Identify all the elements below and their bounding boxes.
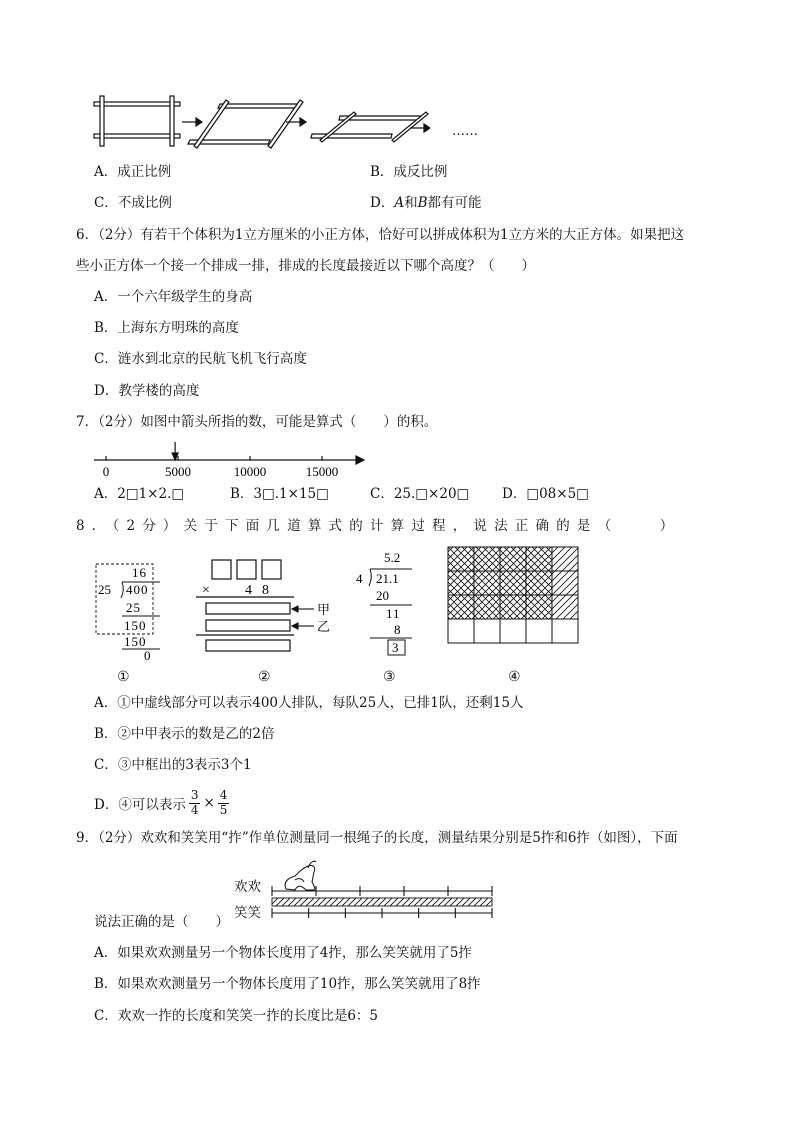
q8-fraction-1: $\frac{3}{4}$: [190, 788, 199, 817]
q8-fig4-cell: [474, 595, 500, 619]
q9-rope-figure: [268, 860, 496, 926]
q7-option-d[interactable]: D．□08×5□: [502, 486, 589, 502]
q5-frame-figure: [90, 92, 430, 152]
q8-fig2-box-2: [237, 560, 256, 579]
q8-figure-4-grid: [447, 546, 581, 644]
q8-fig4-cell: [448, 619, 474, 643]
q8-fig1-divisor: 25: [98, 582, 111, 597]
q8-fig4-cell: [526, 619, 552, 643]
q6-option-c[interactable]: C．涟水到北京的民航飞机飞行高度: [94, 351, 307, 367]
q6-option-b[interactable]: B．上海东方明珠的高度: [94, 320, 239, 336]
q8-fraction-2: $\frac{4}{5}$: [219, 788, 228, 817]
q8-fig2-label-yi: 乙: [317, 619, 331, 634]
q8-fig4-cell: [500, 595, 526, 619]
q8-option-c[interactable]: C．③中框出的3表示3个1: [94, 757, 252, 773]
q5-frame-rectangle: [94, 96, 180, 146]
q8-fig3-remainder: 3: [392, 640, 399, 655]
q7-option-a[interactable]: A．2□1×2.□: [94, 486, 185, 502]
q8-fig3-step1: 20: [376, 588, 389, 603]
q8-fig3-label: ③: [383, 669, 396, 685]
q8-fig3-quotient: 5.2: [384, 550, 401, 565]
q9-label-huanhuan: 欢欢: [234, 879, 261, 895]
q8-option-a[interactable]: A．①中虚线部分可以表示400人排队，每队25人，已排1队，还剩15人: [94, 695, 524, 711]
q8-option-d[interactable]: D．④可以表示 $\frac{3}{4}$ × $\frac{4}{5}$: [94, 788, 228, 817]
q7-option-b[interactable]: B．3□.1×15□: [230, 486, 329, 502]
q8-fig4-cell: [474, 619, 500, 643]
q7-tick-label: 15000: [305, 464, 339, 479]
q6-option-d[interactable]: D．教学楼的高度: [94, 383, 200, 399]
q8-fig2-bar-yi: [206, 620, 290, 631]
q7-tick-label: 5000: [165, 464, 191, 479]
q8-fig1-step2: 150: [124, 618, 147, 633]
q8-fig3-dividend: 21.1: [376, 571, 399, 586]
q8-fig4-cell: [526, 547, 552, 571]
q8-fig1-quotient: 16: [132, 565, 147, 580]
q6-option-a[interactable]: A．一个六年级学生的身高: [94, 289, 253, 305]
q8-fig4-cell: [474, 571, 500, 595]
q8-fig2-box-3: [262, 560, 281, 579]
q8-fig2-times: ×: [202, 583, 210, 598]
q7-tick-label: 10000: [233, 464, 267, 479]
q9-option-c[interactable]: C．欢欢一拃的长度和笑笑一拃的长度比是6：5: [94, 1008, 379, 1024]
q9-stem-line2: 说法正确的是（ ）: [94, 914, 229, 930]
q8-fig4-cell: [552, 547, 578, 571]
q8-fig4-cell: [552, 619, 578, 643]
q8-figure-2-multiplication: [196, 558, 346, 658]
q5-option-c[interactable]: C．不成比例: [94, 195, 172, 211]
q9-label-xiaoxiao: 笑笑: [234, 905, 261, 921]
q8-fig4-cell: [526, 595, 552, 619]
q7-stem: 7．（2分）如图中箭头所指的数，可能是算式（ ）的积。: [76, 414, 438, 430]
q7-option-c[interactable]: C．25.□×20□: [370, 486, 470, 502]
q8-fig4-cell: [474, 547, 500, 571]
q7-pointer-arrow: [172, 442, 178, 460]
q5-frame-parallelogram-2: [311, 112, 428, 142]
q6-stem-line2: 些小正方体一个接一个排成一排，排成的长度最接近以下哪个高度？（ ）: [76, 258, 535, 274]
q8-fig4-cell: [448, 547, 474, 571]
q8-fig4-cell: [552, 595, 578, 619]
q6-stem-line1: 6．（2分）有若干个体积为1立方厘米的小正方体，恰好可以拼成体积为1立方米的大正方体。如果把这: [76, 227, 685, 243]
q8-option-b[interactable]: B．②中甲表示的数是乙的2倍: [94, 726, 275, 742]
q8-fig1-step3: 150: [124, 634, 147, 649]
q5-arrow-1: [182, 118, 202, 126]
q5-option-a[interactable]: A．成正比例: [94, 164, 172, 180]
q8-fig4-cell: [552, 571, 578, 595]
q8-fig4-label: ④: [508, 669, 521, 685]
q8-figure-1-division: [90, 560, 170, 665]
q9-option-a[interactable]: A．如果欢欢测量另一个物体长度用了4拃，那么笑笑就用了5拃: [94, 945, 472, 961]
q9-rope: [272, 898, 492, 906]
q5-frame-parallelogram-1: [188, 100, 303, 148]
q8-fig4-cell: [448, 571, 474, 595]
q5-ellipsis: ……: [452, 124, 478, 139]
q9-stem-line1: 9．（2分）欢欢和笑笑用“拃”作单位测量同一根绳子的长度，测量结果分别是5拃和6拃（如图），下面: [76, 830, 678, 846]
q8-fig4-cell: [526, 571, 552, 595]
q8-fig4-cell: [448, 595, 474, 619]
q9-hand-icon: [285, 861, 316, 890]
q5-option-b[interactable]: B．成反比例: [370, 164, 448, 180]
q8-fig4-cell: [500, 571, 526, 595]
q9-option-b[interactable]: B．如果欢欢测量另一个物体长度用了10拃，那么笑笑就用了8拃: [94, 976, 481, 992]
q8-fig4-cell: [500, 547, 526, 571]
q5-option-d[interactable]: D．A和B都有可能: [370, 195, 482, 211]
q8-fig1-dividend: 400: [126, 582, 149, 597]
q8-fig2-label-jia: 甲: [317, 602, 331, 617]
q8-fig2-label: ②: [258, 669, 271, 685]
q8-fig2-bar-jia: [206, 603, 290, 614]
q8-fig3-step2: 11: [386, 606, 401, 621]
q7-number-line: [92, 440, 372, 482]
q8-figure-3-division: [352, 548, 422, 660]
q8-fig3-divisor: 4: [356, 571, 363, 586]
q8-fig1-remainder: 0: [144, 648, 151, 663]
q8-fig1-label: ①: [117, 669, 130, 685]
q8-fig2-multiplier: 48: [245, 583, 279, 598]
q8-fig4-cell: [500, 619, 526, 643]
q8-fig3-step3: 8: [394, 622, 401, 637]
q8-fig1-step1: 25: [126, 600, 141, 615]
q8-stem: 8．（2分）关于下面几道算式的计算过程，说法正确的是（ ）: [76, 518, 681, 534]
q8-fig2-bar-sum: [206, 640, 290, 651]
q7-tick-label: 0: [102, 464, 110, 479]
q8-fig2-box-1: [212, 560, 231, 579]
